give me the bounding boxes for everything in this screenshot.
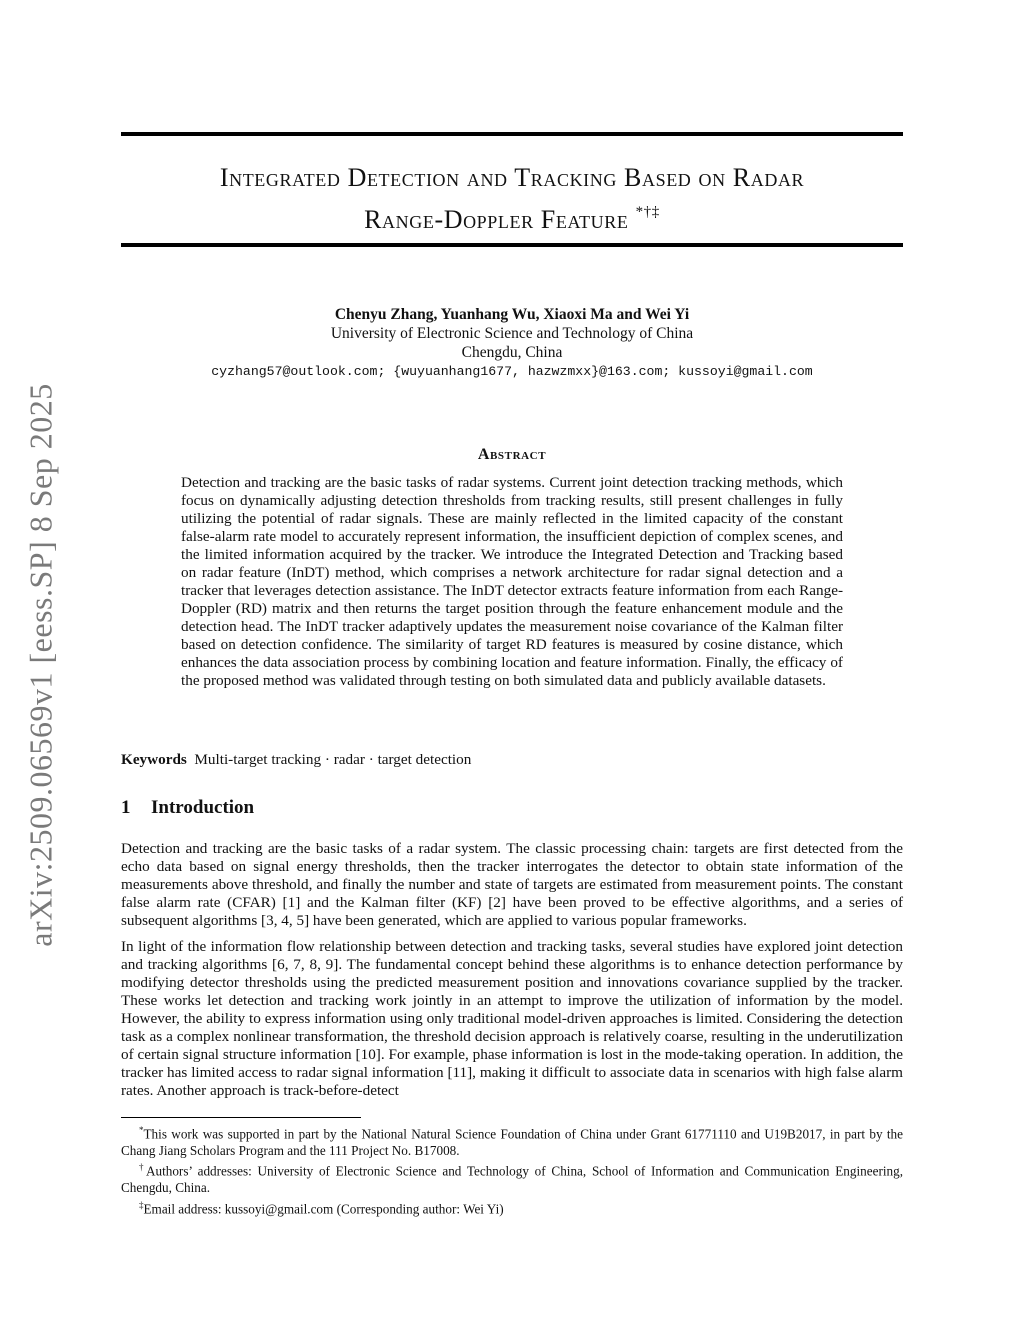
arxiv-sidebar-stamp bbox=[10, 370, 72, 960]
footnote-mark: ‡ bbox=[139, 1199, 144, 1210]
footnote-mark: † bbox=[139, 1162, 146, 1173]
title-line-2: Range-Doppler Feature bbox=[364, 205, 629, 234]
title-footnote-marks: *†‡ bbox=[635, 204, 660, 220]
intro-paragraph-2: In light of the information flow relationship between detection and tracking tasks, several studies have explored joint detection and tracking algorithms [6, 7, 8, 9]. The fundamental concept behind these algorithms is to enhance detection performance by modifying detector thresholds using the predicted measurement position and innovations covariance supplied by the tracker. These works let detection and tracking work jointly in an attempt to improve the utilization of information by the model. However, the ability to express information using only traditional model-driven approaches is limited. Considering the detection task as a complex nonlinear transformation, the threshold decision approach is relatively coarse, resulting in the underutilization of certain signal structure information [10]. For example, phase information is lost in the mode-taking operation. In addition, the tracker has limited access to radar signal information [11], making it difficult to associate data in scenarios with high false alarm rates. Another approach is track-before-detect bbox=[121, 938, 903, 1099]
footnote-text: This work was supported in part by the National Natural Science Foundation of China under Grant 61771110 and U19B2017, in part by the Chang Jiang Scholars Program and the 111 Project No. B17008. bbox=[121, 1126, 903, 1158]
footnotes bbox=[121, 1122, 903, 1218]
section-title: Introduction bbox=[151, 797, 255, 818]
title-line-1: Integrated Detection and Tracking Based on Radar bbox=[219, 163, 805, 192]
footnote-email bbox=[121, 1197, 903, 1218]
footnote-addresses bbox=[121, 1159, 903, 1196]
section-heading-introduction bbox=[121, 797, 254, 819]
footnote-text: Authors’ addresses: University of Electronic Science and Technology of China, School of Information and Communication Engineering, Chengdu, China. bbox=[121, 1163, 904, 1196]
title-top-rule bbox=[121, 132, 903, 136]
footnote-funding bbox=[121, 1122, 903, 1159]
author-affiliation: University of Electronic Science and Technology of China bbox=[330, 325, 694, 342]
keywords-text: Multi-target tracking · radar · target detection bbox=[194, 751, 472, 768]
footnote-text: Email address: kussoyi@gmail.com (Corresponding author: Wei Yi) bbox=[143, 1201, 504, 1217]
arxiv-identifier: arXiv:2509.06569v1 [eess.SP] 8 Sep 2025 bbox=[22, 383, 59, 947]
keywords-label: Keywords bbox=[121, 751, 187, 768]
paper-title bbox=[121, 160, 903, 237]
introduction-body bbox=[121, 840, 903, 1108]
title-bottom-rule bbox=[121, 243, 903, 247]
intro-paragraph-1: Detection and tracking are the basic tasks of a radar system. The classic processing chain: targets are first detected from the echo data based on signal energy thresholds, then the tracker interrogates the detector to obtain state information of the measurements above threshold, and finally the number and state of targets are estimated from measurement points. The constant false alarm rate (CFAR) [1] and the Kalman filter (KF) [2] have been proved to be effective algorithms, and a series of subsequent algorithms [3, 4, 5] have been generated, which are applied to various popular frameworks. bbox=[121, 840, 903, 929]
footnote-mark: * bbox=[139, 1125, 144, 1135]
author-emails: cyzhang57@outlook.com; {wuyuanhang1677, hazwzmxx}@163.com; kussoyi@gmail.com bbox=[211, 364, 813, 379]
footnote-rule bbox=[121, 1117, 361, 1118]
section-number: 1 bbox=[121, 797, 131, 818]
keywords-line bbox=[121, 751, 471, 769]
author-block bbox=[121, 305, 903, 381]
author-names: Chenyu Zhang, Yuanhang Wu, Xiaoxi Ma and Wei Yi bbox=[334, 306, 690, 323]
author-location: Chengdu, China bbox=[461, 344, 563, 361]
abstract-text: Detection and tracking are the basic tasks of radar systems. Current joint detection tracking methods, which focus on dynamically adjusting detection thresholds from tracking results, still present challenges in fully utilizing the potential of radar signals. These are mainly reflected in the limited capacity of the constant false-alarm rate model to accurately represent information, the insufficient depiction of complex scenes, and the limited information acquired by the tracker. We introduce the Integrated Detection and Tracking based on radar feature (InDT) method, which comprises a network architecture for radar signal detection and a tracker that leverages detection assistance. The InDT detector extracts feature information from each Range-Doppler (RD) matrix and then returns the target position through the feature enhancement module and the detection head. The InDT tracker adaptively updates the measurement noise covariance of the Kalman filter based on detection confidence. The similarity of target RD features is measured by cosine distance, which enhances the data association process by combining location and feature information. Finally, the efficacy of the proposed method was validated through testing on both simulated data and publicly available datasets. bbox=[181, 474, 843, 689]
abstract-heading: Abstract bbox=[477, 446, 547, 463]
